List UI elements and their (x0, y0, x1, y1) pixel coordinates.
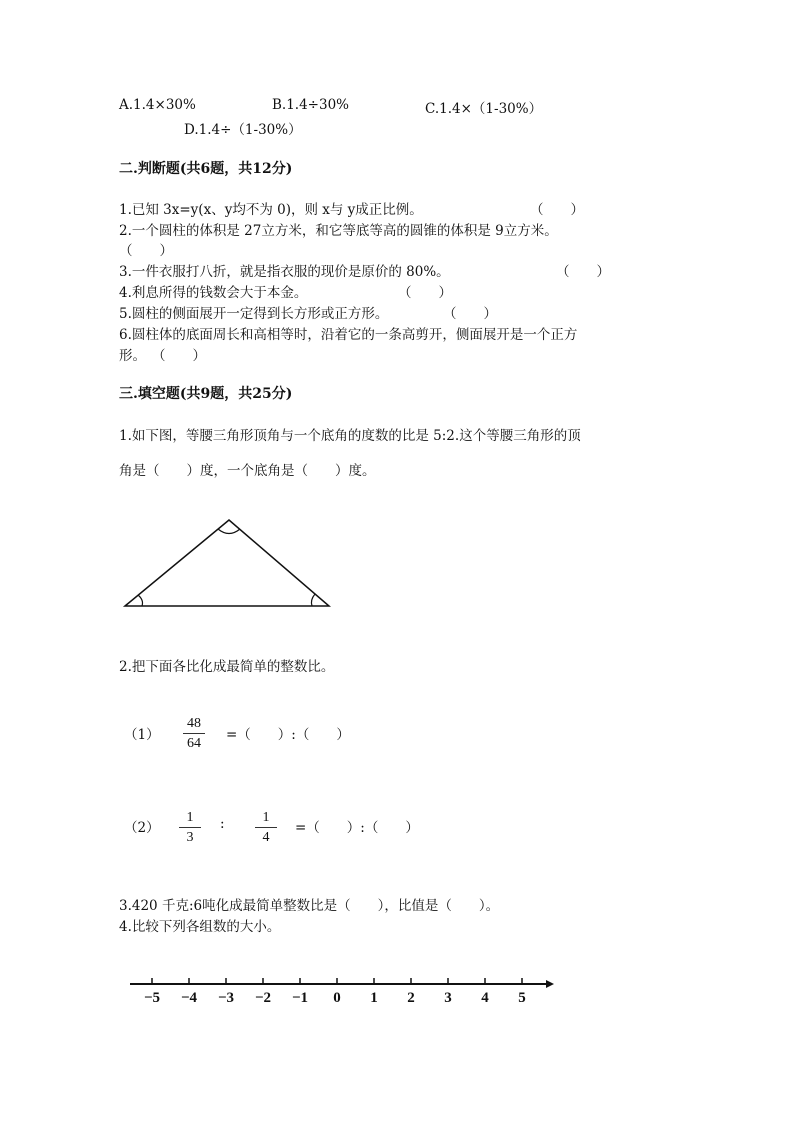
number-line-label: −1 (291, 990, 309, 1006)
fill-q4: 4.比较下列各组数的大小。 (119, 919, 281, 935)
judgement-blank-5: （ ） (443, 306, 497, 322)
judgement-blank-1: （ ） (530, 202, 584, 218)
number-line-label: −4 (180, 990, 198, 1006)
judgement-item-1: 1.已知 3x=y(x、y均不为 0)，则 x与 y成正比例。 (119, 202, 423, 218)
fill-q1-line2: 角是（ ）度，一个底角是（ ）度。 (119, 463, 376, 479)
fraction-denominator: 64 (187, 736, 201, 751)
number-line-label: 4 (481, 990, 489, 1006)
number-line-arrow (546, 980, 554, 988)
option-d: D.1.4÷（1-30%） (184, 122, 302, 138)
judgement-item-5: 5.圆柱的侧面展开一定得到长方形或正方形。 (119, 306, 389, 322)
fraction-1-3 (179, 810, 201, 845)
judgement-blank-3: （ ） (556, 264, 610, 280)
number-line-label: 5 (518, 990, 526, 1006)
number-line-label: 0 (333, 990, 341, 1006)
judgement-item-2: 2.一个圆柱的体积是 27立方米，和它等底等高的圆锥的体积是 9立方米。 (119, 223, 558, 239)
number-line-label: −5 (143, 990, 161, 1006)
judgement-item-6: 6.圆柱体的底面周长和高相等时，沿着它的一条高剪开，侧面展开是一个正方 (119, 327, 578, 343)
q2-part2-label: （2） (124, 820, 160, 836)
number-line-label: 3 (444, 990, 452, 1006)
judgement-item-3: 3.一件衣服打八折，就是指衣服的现价是原价的 80%。 (119, 264, 450, 280)
option-a: A.1.4×30% (119, 97, 196, 113)
ratio-colon: : (220, 816, 225, 832)
fraction-bar (179, 827, 201, 828)
fraction-numerator: 1 (262, 810, 270, 825)
fraction-numerator: 48 (187, 716, 201, 731)
section-heading-judgement: 二.判断题(共6题，共12分) (119, 161, 293, 177)
fill-q1-line1: 1.如下图，等腰三角形顶角与一个底角的度数的比是 5:2.这个等腰三角形的顶 (119, 428, 581, 444)
fraction-denominator: 3 (186, 830, 194, 845)
judgement-item-6-cont: 形。 (119, 348, 146, 364)
number-line-label: −3 (217, 990, 235, 1006)
fraction-bar (255, 827, 277, 828)
number-line-label: 2 (407, 990, 415, 1006)
option-c: C.1.4×（1-30%） (425, 101, 543, 117)
judgement-blank-4: （ ） (398, 285, 452, 301)
fraction-48-64 (183, 716, 205, 751)
q2-part2-answer: =（ ）:（ ） (295, 820, 419, 836)
fraction-denominator: 4 (262, 830, 270, 845)
fill-q2: 2.把下面各比化成最简单的整数比。 (119, 659, 335, 675)
option-b: B.1.4÷30% (272, 97, 349, 113)
fraction-1-4 (255, 810, 277, 845)
judgement-blank-2: （ ） (119, 243, 173, 259)
section-heading-fill: 三.填空题(共9题，共25分) (119, 386, 293, 402)
isosceles-triangle-figure (118, 514, 338, 614)
q2-part1-label: （1） (124, 727, 160, 743)
number-line-label: 1 (370, 990, 378, 1006)
number-line-label: −2 (254, 990, 272, 1006)
fraction-bar (183, 733, 205, 734)
fill-q3: 3.420 千克:6吨化成最简单整数比是（ ），比值是（ ）。 (119, 898, 500, 914)
judgement-item-4: 4.利息所得的钱数会大于本金。 (119, 285, 308, 301)
judgement-blank-6: （ ） (152, 348, 206, 364)
fraction-numerator: 1 (186, 810, 194, 825)
q2-part1-answer: =（ ）:（ ） (226, 727, 350, 743)
